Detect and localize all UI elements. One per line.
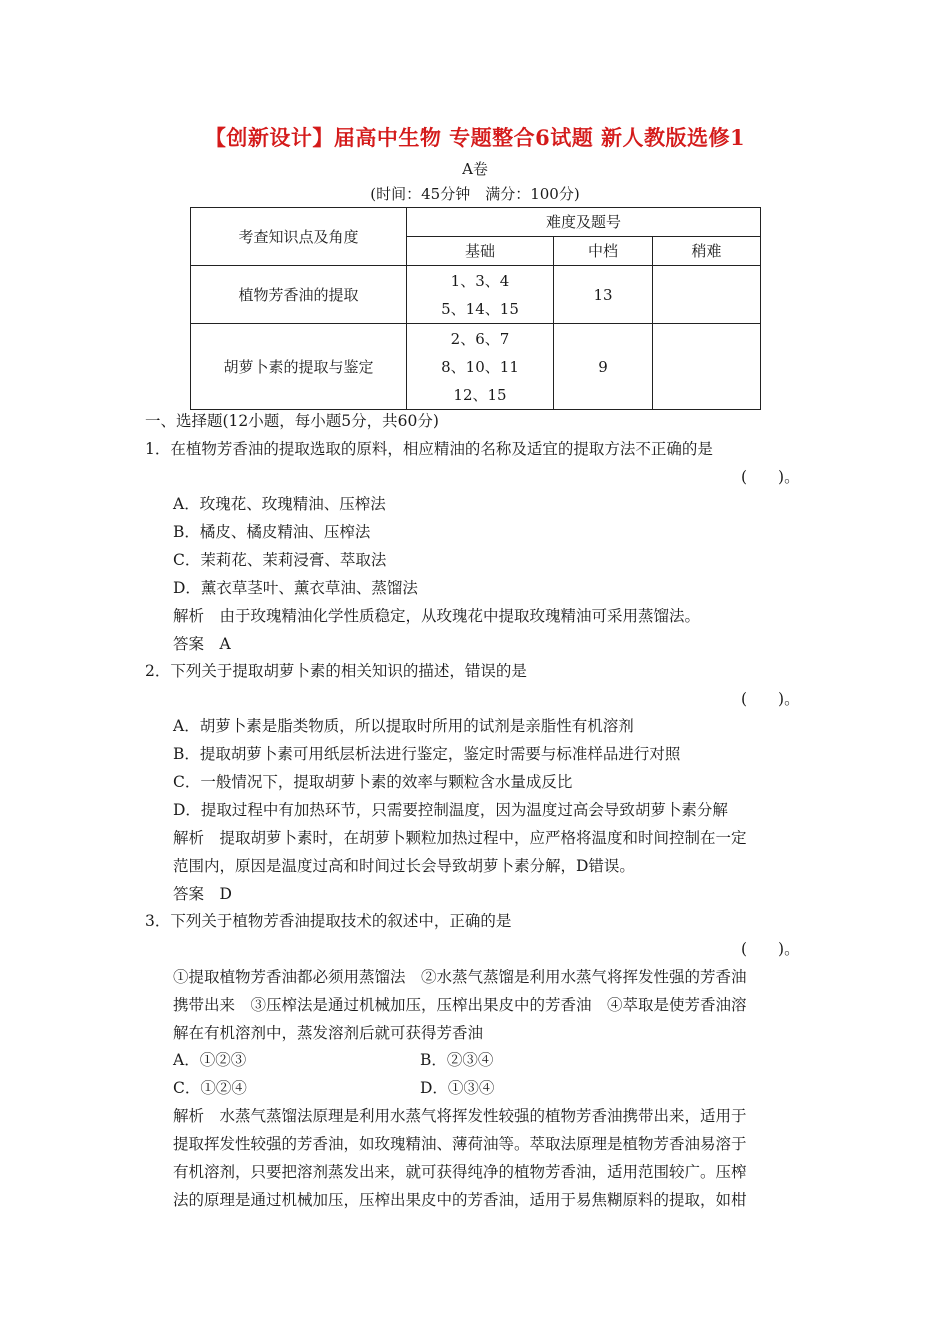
q2-option-a: A．胡萝卜素是脂类物质，所以提取时所用的试剂是亲脂性有机溶剂 — [173, 717, 634, 735]
time-score-note: (时间：45分钟 满分：100分) — [370, 185, 580, 203]
mid-cell: 9 — [554, 324, 653, 410]
answer-blank: ( )。 — [741, 690, 800, 708]
basic-line: 12、15 — [453, 385, 507, 404]
q1-option-a: A．玫瑰花、玫瑰精油、压榨法 — [173, 495, 386, 513]
q3-analysis-cont: 提取挥发性较强的芳香油，如玫瑰精油、薄荷油等。萃取法原理是植物芳香油易溶于 — [173, 1135, 747, 1153]
q3-option-b: B．②③④ — [420, 1051, 494, 1069]
answer-blank: ( )。 — [741, 468, 800, 486]
topic-cell: 植物芳香油的提取 — [191, 266, 407, 324]
header-mid: 中档 — [554, 237, 653, 266]
q2-answer: 答案 D — [173, 885, 232, 903]
basic-line: 5、14、15 — [441, 299, 519, 318]
q2-option-d: D．提取过程中有加热环节，只需要控制温度，因为温度过高会导致胡萝卜素分解 — [173, 801, 728, 819]
document-title: 【创新设计】届高中生物 专题整合6试题 新人教版选修1 — [204, 125, 746, 150]
q2-analysis: 解析 提取胡萝卜素时，在胡萝卜颗粒加热过程中，应严格将温度和时间控制在一定 — [173, 829, 747, 847]
basic-line: 8、10、11 — [441, 357, 519, 376]
q1-option-d: D．薰衣草茎叶、薰衣草油、蒸馏法 — [173, 579, 418, 597]
q1-option-c: C．茉莉花、茉莉浸膏、萃取法 — [173, 551, 387, 569]
q1-option-b: B．橘皮、橘皮精油、压榨法 — [173, 523, 371, 541]
paper-subtitle: A卷 — [462, 160, 488, 178]
header-topic: 考查知识点及角度 — [191, 208, 407, 266]
q2-analysis-cont: 范围内，原因是温度过高和时间过长会导致胡萝卜素分解，D错误。 — [173, 857, 635, 875]
q1-analysis: 解析 由于玫瑰精油化学性质稳定，从玫瑰花中提取玫瑰精油可采用蒸馏法。 — [173, 607, 701, 625]
q2-option-c: C．一般情况下，提取胡萝卜素的效率与颗粒含水量成反比 — [173, 773, 573, 791]
q3-option-c: C．①②④ — [173, 1079, 247, 1097]
answer-blank: ( )。 — [741, 940, 800, 958]
section-heading: 一、选择题(12小题，每小题5分，共60分) — [145, 412, 439, 430]
header-hard: 稍难 — [653, 237, 761, 266]
q3-statement-line: 解在有机溶剂中，蒸发溶剂后就可获得芳香油 — [173, 1024, 484, 1042]
q3-statement-line: 携带出来 ③压榨法是通过机械加压，压榨出果皮中的芳香油 ④萃取是使芳香油溶 — [173, 996, 747, 1014]
topic-cell: 胡萝卜素的提取与鉴定 — [191, 324, 407, 410]
header-difficulty: 难度及题号 — [407, 208, 761, 237]
q1-answer: 答案 A — [173, 635, 231, 653]
question-1-stem: 1．在植物芳香油的提取选取的原料，相应精油的名称及适宜的提取方法不正确的是 — [145, 440, 713, 458]
q3-option-a: A．①②③ — [173, 1051, 247, 1069]
question-2-stem: 2．下列关于提取胡萝卜素的相关知识的描述，错误的是 — [145, 662, 527, 680]
question-3-stem: 3．下列关于植物芳香油提取技术的叙述中，正确的是 — [145, 912, 512, 930]
q2-option-b: B．提取胡萝卜素可用纸层析法进行鉴定，鉴定时需要与标准样品进行对照 — [173, 745, 681, 763]
q3-analysis: 解析 水蒸气蒸馏法原理是利用水蒸气将挥发性较强的植物芳香油携带出来，适用于 — [173, 1107, 747, 1125]
q3-analysis-cont: 有机溶剂，只要把溶剂蒸发出来，就可获得纯净的植物芳香油，适用范围较广。压榨 — [173, 1163, 747, 1181]
basic-line: 1、3、4 — [450, 271, 510, 290]
q3-analysis-cont: 法的原理是通过机械加压，压榨出果皮中的芳香油，适用于易焦糊原料的提取，如柑 — [173, 1191, 747, 1209]
basic-line: 2、6、7 — [450, 329, 510, 348]
q3-option-d: D．①③④ — [420, 1079, 495, 1097]
mid-cell: 13 — [554, 266, 653, 324]
header-basic: 基础 — [407, 237, 554, 266]
q3-statement-line: ①提取植物芳香油都必须用蒸馏法 ②水蒸气蒸馏是利用水蒸气将挥发性强的芳香油 — [173, 968, 747, 986]
